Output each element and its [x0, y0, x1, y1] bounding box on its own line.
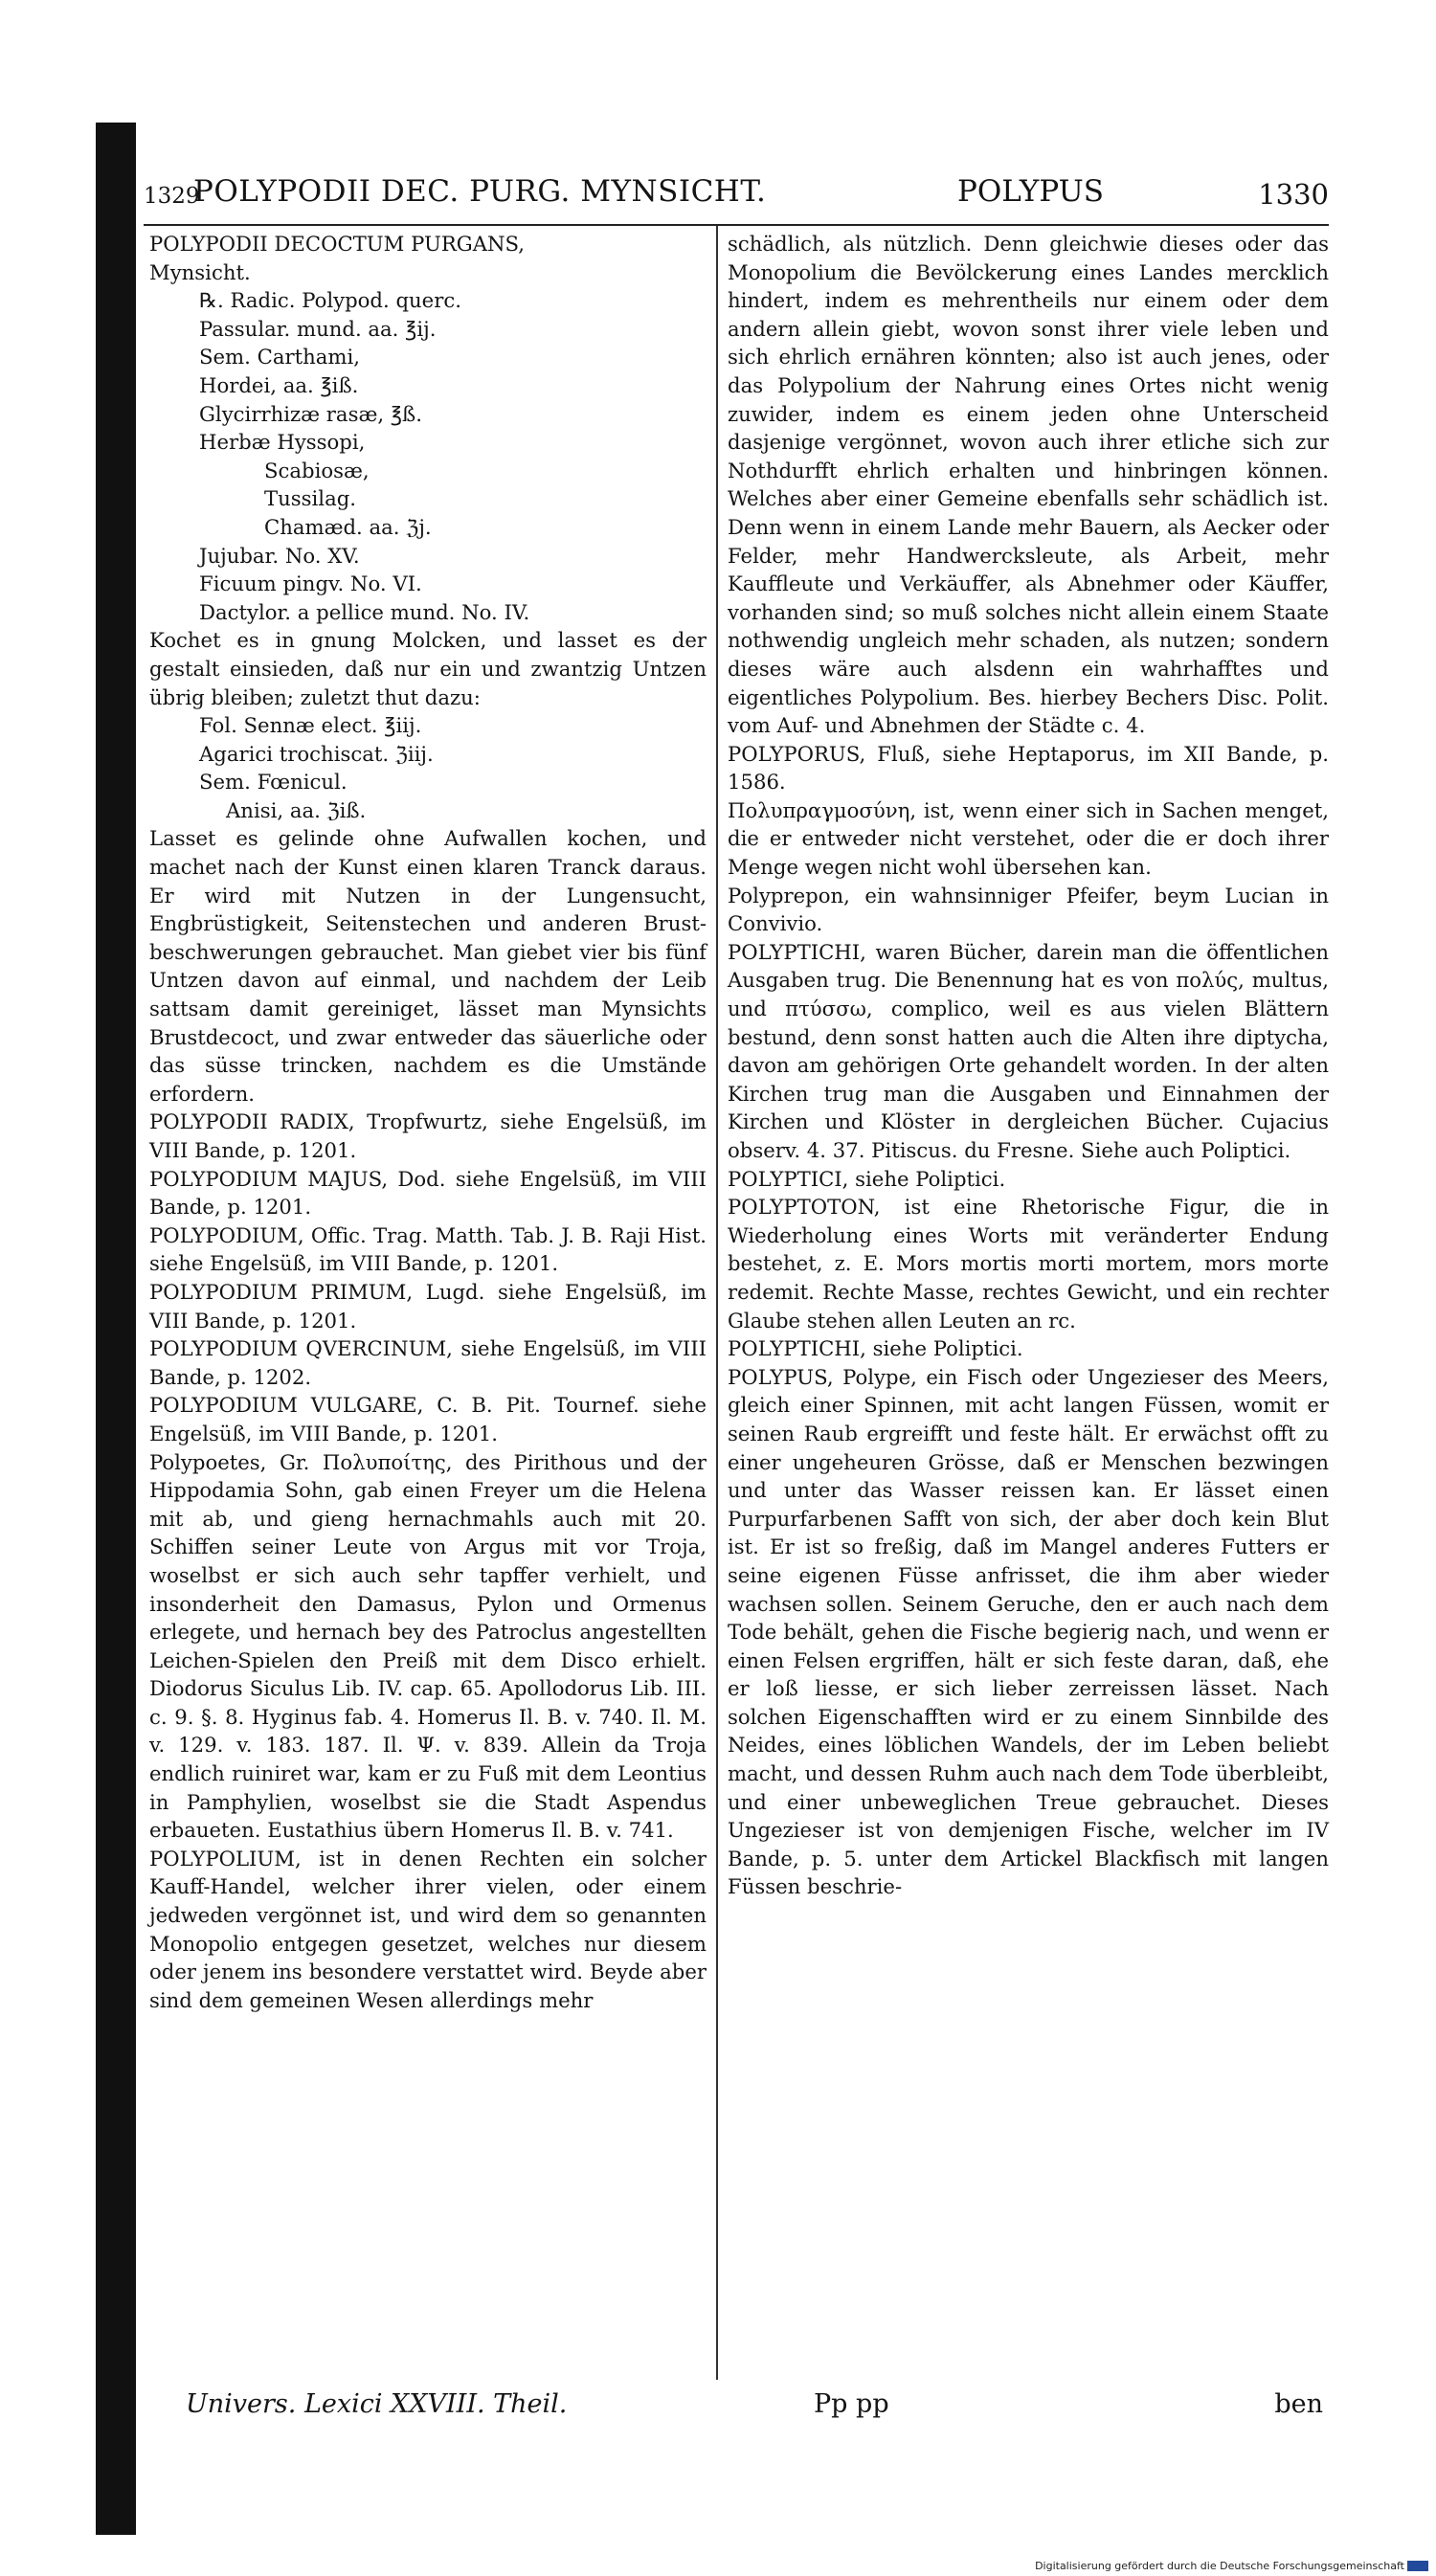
right-column-line: POLYPTICHI, waren Bücher, darein man die öffentlichen Ausgaben trug. Die Benennung hat es von πολύς, multus, und πτύσσω, complico, weil es aus vielen Blättern bestund, denn sonst hatten auch die Alten ihre diptycha, davon am gehörigen Orte gehandelt worden. In der alten Kirchen trug man die Ausgaben und Einnahmen der Kirchen und Klöster in dergleichen Bücher. Cujacius observ. 4. 37. Pitiscus. du Fresne. Siehe auch Poliptici. [728, 939, 1329, 1162]
page-footer [144, 2389, 1329, 2428]
left-column-line: Anisi, aa. ℨiß. [226, 797, 367, 822]
right-column-line: POLYPORUS, Fluß, siehe Heptaporus, im XII Bande, p. 1586. [728, 741, 1329, 795]
right-column-line: POLYPUS, Polype, ein Fisch oder Ungezieser des Meers, gleich einer Spinnen, mit acht langen Füssen, womit er seinen Raub ergreifft und feste hält. Er erwächst offt zu einer ungeheuren Grösse, daß er Menschen bezwingen und unter das Wasser reissen kan. Er lässet einen Purpurfarbenen Safft von sich, der aber doch kein Blut ist. Er ist so freßig, daß im Mangel anderes Futters er seine eigenen Füsse anfrisset, die ihm aber wieder wachsen sollen. Seinem Geruche, den er auch nach dem Tode behält, gehen die Fische begierig nach, und wenn er einen Felsen ergriffen, hält er sich feste daran, daß, ehe er loß liesse, er sich lieber zerreissen lässet. Nach solchen Eigenschafften wird er zu einem Sinnbilde des Neides, eines löblichen Wandels, der im Leben beliebt macht, und dessen Ruhm auch nach dem Tode überbleibt, und einer unbeweglichen Treue gebrauchet. Dieses Ungezieser ist von demjenigen Fische, welcher im IV Bande, p. 5. unter dem Artickel Blackfisch mit langen Füssen beschrie- [728, 1364, 1329, 1899]
running-header [144, 174, 1329, 218]
left-column-line: Polypoetes, Gr. Πολυποίτης, des Pirithous und der Hippodamia Sohn, gab einen Freyer um die Helena mit ab, und gieng hernachmahls auch mit 20. Schiffen seiner Leute von Argus mit vor Troja, woselbst er sich auch sehr tapffer verhielt, und insonderheit den Damasus, Pylon und Ormenus erlegete, und hernach bey des Patroclus angestellten Leichen-Spielen den Preiß mit dem Disco erhielt. Diodorus Siculus Lib. IV. cap. 65. Apollodorus Lib. III. c. 9. §. 8. Hyginus fab. 4. Homerus Il. B. v. 740. Il. M. v. 129. v. 183. 187. Il. Ψ. v. 839. Allein da Troja endlich ruiniret war, kam er zu Fuß mit dem Leontius in Pamphylien, woselbst sie die Stadt Aspendus erbaueten. Eustathius übern Homerus Il. B. v. 741. [149, 1449, 707, 1843]
header-rule [144, 224, 1329, 226]
left-column-line: Kochet es in gnung Molcken, und lasset es der gestalt einsieden, daß nur ein und zwantzig Untzen übrig bleiben; zuletzt thut dazu: [149, 628, 707, 709]
right-column-line: Πολυπραγμοσύνη, ist, wenn einer sich in Sachen menget, die er entweder nicht verstehet, oder die er doch ihrer Menge wegen nicht wohl übersehen kan. [728, 797, 1329, 880]
left-column-line: Fol. Sennæ elect. ℥iij. [199, 713, 422, 738]
footer-signature: Univers. Lexici XXVIII. Theil. [186, 2389, 568, 2419]
page-binding-shadow [96, 123, 136, 2535]
left-column-line: Agarici trochiscat. ℨiij. [199, 741, 434, 766]
left-column-line: POLYPODII RADIX, Tropfwurtz, siehe Engelsüß, im VIII Bande, p. 1201. [149, 1109, 707, 1162]
digitization-credit [1035, 2560, 1428, 2572]
left-column-line: Sem. Fœnicul. [199, 770, 348, 795]
left-column-line: Jujubar. No. XV. [199, 543, 360, 568]
left-column-line: POLYPODIUM, Offic. Trag. Matth. Tab. J. B. Raji Hist. siehe Engelsüß, im VIII Bande, p. 1201. [149, 1222, 707, 1276]
left-column-line: Dactylor. a pellice mund. No. IV. [199, 599, 530, 624]
left-column-line: POLYPODIUM PRIMUM, Lugd. siehe Engelsüß, im VIII Bande, p. 1201. [149, 1279, 707, 1333]
catchword: ben [1274, 2389, 1323, 2419]
left-column-line: POLYPOLIUM, ist in denen Rechten ein solcher Kauff-Handel, welcher ihrer vielen, oder einem jedweden vergönnet ist, und wird dem so genannten Monopolio entgegen gesetzet, welches nur diesem oder jenem ins besondere verstattet wird. Beyde aber sind dem gemeinen Wesen allerdings mehr [149, 1846, 707, 2012]
left-column-line: POLYPODII DECOCTUM PURGANS, [149, 232, 526, 256]
column-divider [716, 226, 718, 2380]
left-column-line: Scabiosæ, [264, 458, 370, 482]
left-column-line: ℞. Radic. Polypod. querc. [199, 288, 461, 313]
right-column-line: schädlich, als nützlich. Denn gleichwie dieses oder das Monopolium die Bevölckerung eines Landes mercklich hindert, indem es mehrentheils nur einem oder dem andern allein giebt, wovon sonst ihrer viele leben und sich ehrlich ernähren könnten; also ist auch jenes, oder das Polypolium der Nahrung eines Ortes nicht wenig zuwider, indem es einem jeden ohne Unterscheid dasjenige vergönnet, wovon auch ihrer etliche sich zur Nothdurfft ehrlich erhalten und hinbringen können. Welches aber einer Gemeine ebenfalls sehr schädlich ist. Denn wenn in einem Lande mehr Bauern, als Aecker oder Felder, mehr Handwercksleute, als Arbeit, mehr Kauffleute und Verkäuffer, als Abnehmer oder Käuffer, vorhanden sind; so muß solches nicht allein einem Staate nothwendig ungleich mehr schaden, als nutzen; sondern dieses wäre auch alsdenn ein wahrhafftes und eigentliches Polypolium. Bes. hierbey Bechers Disc. Polit. vom Auf- und Abnehmen der Städte c. 4. [728, 232, 1329, 738]
left-column-line: POLYPODIUM MAJUS, Dod. siehe Engelsüß, im VIII Bande, p. 1201. [149, 1166, 707, 1220]
right-column [728, 230, 1329, 1901]
right-column-line: POLYPTOTON, ist eine Rhetorische Figur, die in Wiederholung eines Worts mit veränderter Endung bestehet, z. E. Mors mortis morti mortem, mors morte redemit. Rechte Masse, rechtes Gewicht, und ein rechter Glaube stehen allen Leuten an rc. [728, 1195, 1329, 1333]
header-title-right: POLYPUS [957, 174, 1105, 209]
left-column [149, 230, 707, 2014]
left-column-line: POLYPODIUM QVERCINUM, siehe Engelsüß, im VIII Bande, p. 1202. [149, 1336, 707, 1389]
right-column-line: Polyprepon, ein wahnsinniger Pfeifer, beym Lucian in Convivio. [728, 883, 1329, 936]
left-column-line: Ficuum pingv. No. VI. [199, 571, 422, 596]
left-column-line: Tussilag. [264, 486, 357, 511]
left-column-line: Passular. mund. aa. ℥ij. [199, 316, 437, 341]
left-column-line: POLYPODIUM VULGARE, C. B. Pit. Tournef. siehe Engelsüß, im VIII Bande, p. 1201. [149, 1393, 707, 1445]
header-title-left: POLYPODII DEC. PURG. MYNSICHT. [193, 174, 767, 209]
left-column-line: Mynsicht. [149, 259, 251, 284]
right-column-line: POLYPTICHI, siehe Poliptici. [728, 1336, 1023, 1361]
sheet-signature-mark: Pp pp [814, 2389, 889, 2419]
right-column-line: POLYPTICI, siehe Poliptici. [728, 1166, 1006, 1191]
credit-text: Digitalisierung gefördert durch die Deutsche Forschungsgemeinschaft [1035, 2560, 1404, 2572]
left-column-line: Herbæ Hyssopi, [199, 430, 366, 455]
left-column-line: Sem. Carthami, [199, 345, 360, 370]
left-column-line: Lasset es gelinde ohne Aufwallen kochen, und machet nach der Kunst einen klaren Tranck daraus. Er wird mit Nutzen in der Lungensucht, Engbrüstigkeit, Seitenstechen und anderen Brust-beschwerungen gebrauchet. Man giebet vier bis fünf Untzen davon auf einmal, und nachdem der Leib sattsam damit gereiniget, lässet man Mynsichts Brustdecoct, und zwar entweder das säuerliche oder das süsse trincken, nachdem es die Umstände erfordern. [149, 826, 707, 1106]
left-column-line: Chamæd. aa. ℨj. [264, 514, 432, 539]
left-column-line: Glycirrhizæ rasæ, ℥ß. [199, 401, 422, 426]
page-number-left: 1329 [144, 184, 200, 209]
left-column-line: Hordei, aa. ℥iß. [199, 372, 359, 397]
dfg-logo-icon [1407, 2561, 1428, 2571]
page-number-right: 1330 [1258, 178, 1329, 211]
